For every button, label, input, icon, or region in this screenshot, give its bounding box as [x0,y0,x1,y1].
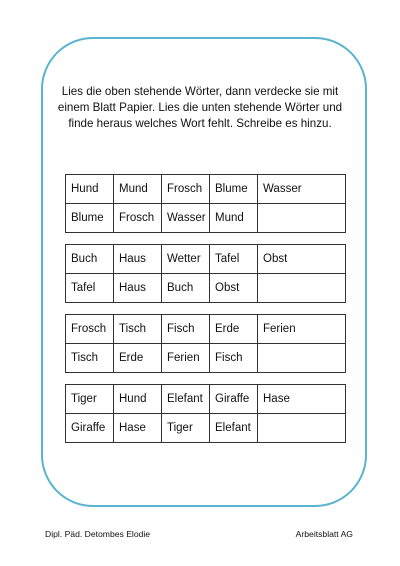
footer-label: Arbeitsblatt AG [295,529,353,539]
word-cell: Tisch [114,315,162,344]
word-cell: Obst [258,245,346,274]
word-cell: Buch [162,274,210,303]
top-row [66,385,346,414]
word-grid-4 [65,384,346,443]
word-cell: Hund [114,385,162,414]
top-row [66,315,346,344]
word-cell: Frosch [66,315,114,344]
word-cell: Erde [210,315,258,344]
word-cell: Mund [114,175,162,204]
word-cell: Tiger [162,414,210,443]
word-cell: Hase [258,385,346,414]
instructions-text: Lies die oben stehende Wörter, dann verdecke sie mit einem Blatt Papier. Lies die unten stehende Wörter und finde heraus welches Wort fehlt. Schreibe es hinzu. [57,85,343,130]
word-cell: Frosch [114,204,162,233]
word-cell: Giraffe [210,385,258,414]
word-cell: Frosch [162,175,210,204]
word-cell: Fisch [210,344,258,373]
word-cell: Elefant [162,385,210,414]
word-grid-2 [65,244,346,303]
word-cell: Tiger [66,385,114,414]
word-cell: Wasser [258,175,346,204]
word-cell: Fisch [162,315,210,344]
word-cell: Wetter [162,245,210,274]
word-cell: Elefant [210,414,258,443]
word-cell: Wasser [162,204,210,233]
word-cell: Blume [210,175,258,204]
word-grid-3 [65,314,346,373]
word-cell: Hund [66,175,114,204]
bottom-row [66,414,346,443]
word-grid-1 [65,174,346,233]
word-cell: Buch [66,245,114,274]
word-cell: Mund [210,204,258,233]
word-cell: Haus [114,245,162,274]
word-cell: Haus [114,274,162,303]
word-cell: Tisch [66,344,114,373]
word-cell: Giraffe [66,414,114,443]
bottom-row [66,204,346,233]
bottom-row [66,344,346,373]
answer-cell[interactable] [258,204,346,233]
bottom-row [66,274,346,303]
word-cell: Erde [114,344,162,373]
word-cell: Ferien [162,344,210,373]
footer-author: Dipl. Päd. Detombes Elodie [45,529,151,539]
answer-cell[interactable] [258,414,346,443]
word-cell: Obst [210,274,258,303]
word-cell: Tafel [210,245,258,274]
top-row [66,175,346,204]
answer-cell[interactable] [258,274,346,303]
word-cell: Ferien [258,315,346,344]
word-cell: Hase [114,414,162,443]
top-row [66,245,346,274]
word-cell: Tafel [66,274,114,303]
answer-cell[interactable] [258,344,346,373]
word-cell: Blume [66,204,114,233]
